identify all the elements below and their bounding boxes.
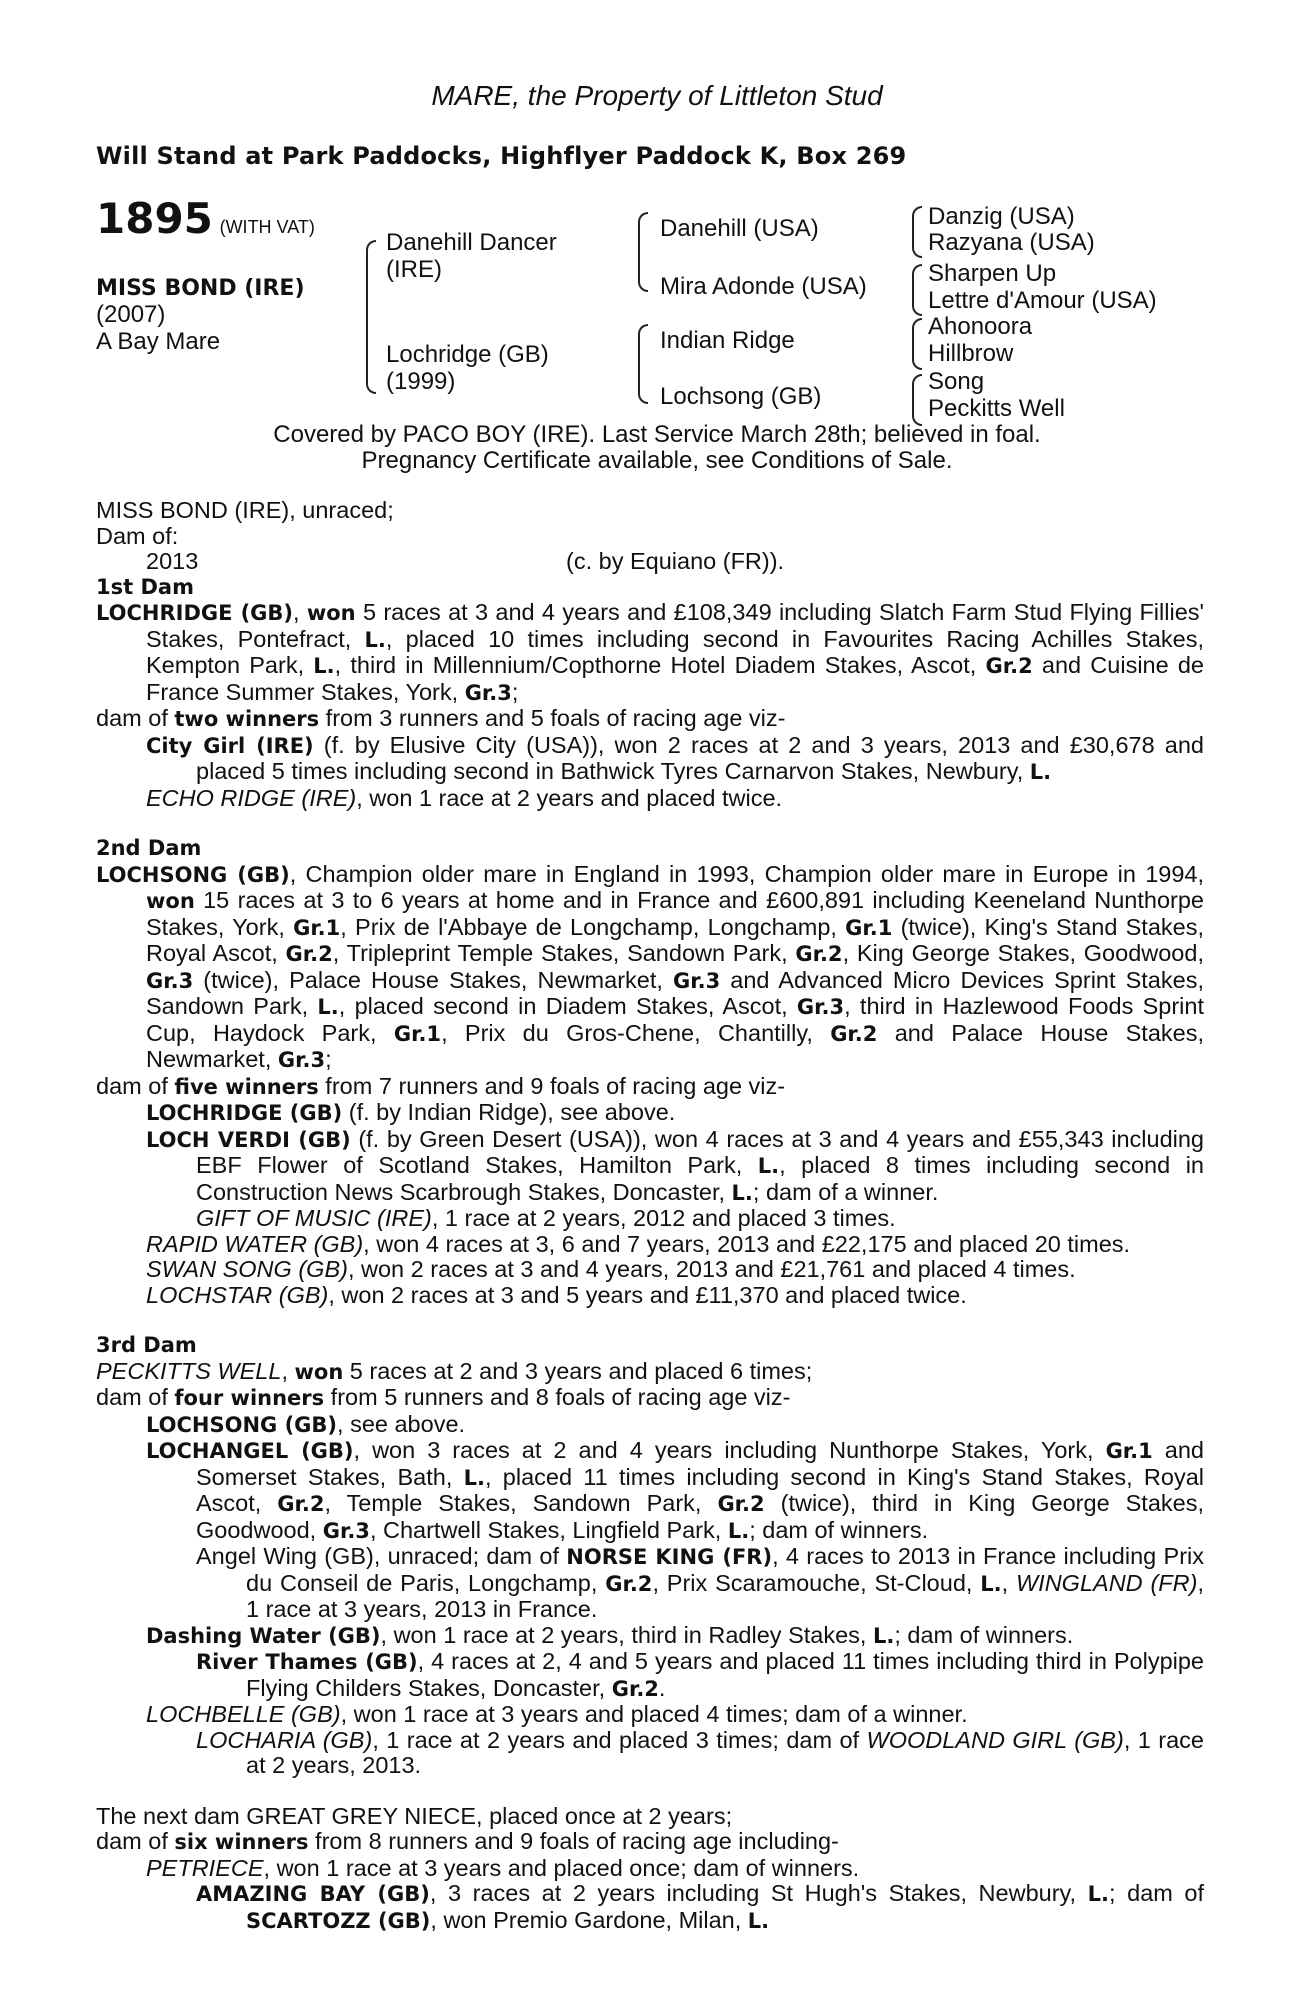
third-dam-produce-3a	[96, 1649, 1204, 1702]
grade-label: Gr.2	[605, 1571, 653, 1596]
record-text: (f. by Elusive City (USA)), won 2 races at 2 and 3 years, 2013 and £30,678 and placed 5 times including second in Bathwick Tyres Carnarvon Stakes, Newbury,	[196, 731, 1204, 784]
intro-line-1: MISS BOND (IRE), unraced;	[96, 497, 394, 523]
record-text: ,	[281, 1357, 295, 1384]
produce-name: WOODLAND GIRL (GB)	[866, 1726, 1124, 1753]
record-text: , 1 race at 2 years and placed 3 times; dam of	[372, 1726, 867, 1753]
record-text: dam of	[96, 705, 175, 731]
pedigree-g3-5: Ahonoora	[928, 313, 1033, 340]
record-text: ;	[511, 678, 519, 705]
page-title: MARE, the Property of Littleton Stud	[431, 80, 883, 111]
record-text: and Advanced Micro Devices Sprint Stakes, Sandown Park,	[146, 966, 1204, 1019]
second-dam-record	[96, 862, 1204, 1074]
third-dam-record	[96, 1359, 1204, 1386]
vat-note: (WITH VAT)	[219, 217, 315, 237]
record-text: , Tripleprint Temple Stakes, Sandown Park,	[332, 940, 796, 966]
second-dam-dam-of	[96, 1074, 1204, 1101]
record-text: , Temple Stakes, Sandown Park,	[324, 1490, 718, 1516]
record-text: from 3 runners and 5 foals of racing age viz-	[319, 705, 786, 731]
record-text: , won 4 races at 3, 6 and 7 years, 2013 and £22,175 and placed 20 times.	[363, 1230, 1131, 1257]
record-text: ; dam of winners.	[894, 1621, 1074, 1648]
produce-name: River Thames (GB)	[196, 1650, 418, 1674]
produce-name: LOCHBELLE (GB)	[146, 1701, 341, 1727]
record-text: from 5 runners and 8 foals of racing age viz-	[324, 1384, 791, 1410]
record-text: , third in Hazlewood Foods Sprint Cup, Haydock Park,	[146, 993, 1204, 1046]
produce-name: LOCHRIDGE (GB)	[146, 1101, 343, 1125]
produce-name: SCARTOZZ (GB)	[246, 1908, 431, 1933]
covered-line-2: Pregnancy Certificate available, see Conditions of Sale.	[361, 447, 953, 474]
record-text: dam of	[96, 1072, 175, 1099]
grade-label: Gr.2	[795, 942, 843, 966]
pedigree-brace-3d	[912, 374, 922, 426]
grade-label: Gr.2	[277, 1492, 325, 1516]
record-text: , won 2 races at 3 and 5 years and £11,370 and placed twice.	[328, 1281, 967, 1308]
pedigree-g3-8: Peckitts Well	[928, 395, 1065, 422]
pedigree-dam: Lochridge (GB)	[386, 341, 549, 368]
produce-year: 2013	[146, 548, 199, 574]
covered-line-1: Covered by PACO BOY (IRE). Last Service March 28th; believed in foal.	[273, 421, 1041, 448]
record-text: , won Premio Gardone, Milan,	[430, 1906, 748, 1933]
pedigree-g3-6: Hillbrow	[928, 340, 1014, 367]
produce-name: ECHO RIDGE (IRE)	[146, 784, 357, 811]
next-dam-produce-1	[96, 1856, 1204, 1882]
third-dam-produce-4	[96, 1702, 1204, 1728]
produce-name: City Girl (IRE)	[146, 733, 314, 758]
winners-count: two winners	[174, 707, 320, 731]
grade-label: L.	[317, 995, 339, 1019]
grade-label: Gr.1	[393, 1021, 442, 1046]
record-text: , placed second in Diadem Stakes, Ascot,	[338, 993, 797, 1019]
second-dam-heading: 2nd Dam	[96, 836, 202, 860]
produce-record	[96, 498, 1204, 1934]
grade-label: L.	[757, 1154, 780, 1178]
record-text: , King George Stakes, Goodwood,	[842, 940, 1204, 966]
pedigree-brace-2b	[638, 324, 648, 404]
record-text: , 1 race at 2 years, 2012 and placed 3 times.	[431, 1205, 896, 1231]
intro-produce	[96, 549, 1204, 575]
next-dam-line: The next dam GREAT GREY NIECE, placed once at 2 years;	[96, 1802, 733, 1829]
record-text: , Chartwell Stakes, Lingfield Park,	[369, 1516, 728, 1543]
lot-number: 1895	[96, 194, 213, 243]
third-dam-dam-of	[96, 1385, 1204, 1412]
pedigree-dam-dam: Lochsong (GB)	[660, 383, 822, 410]
produce-name: SWAN SONG (GB)	[146, 1256, 348, 1282]
grade-label: Gr.2	[830, 1021, 878, 1046]
first-dam-name: LOCHRIDGE (GB)	[96, 601, 294, 625]
record-text: 15 races at 3 to 6 years at home and in France and £600,891 including Keeneland Nunthorpe Stakes, York,	[146, 887, 1204, 940]
record-text: , placed 10 times including second in Favourites Racing Achilles Stakes, Kempton Park,	[146, 625, 1205, 678]
grade-label: Gr.2	[717, 1492, 765, 1516]
record-text: , Champion older mare in England in 1993, Champion older mare in Europe in 1994,	[289, 860, 1205, 887]
won-label: won	[306, 601, 356, 625]
record-text: and Palace House Stakes, Newmarket,	[146, 1019, 1204, 1072]
record-text: , 4 races at 2, 4 and 5 years and placed 11 times including third in Polypipe Flying Childers Stakes, Doncaster,	[246, 1648, 1204, 1701]
produce-name: LOCHSTAR (GB)	[146, 1281, 329, 1308]
winners-count: six winners	[174, 1830, 309, 1854]
second-dam-name: LOCHSONG (GB)	[96, 862, 290, 887]
record-text: , won 1 race at 3 years and placed once; dam of winners.	[263, 1854, 860, 1881]
produce-name: NORSE KING (FR)	[566, 1545, 773, 1569]
record-text: dam of	[96, 1384, 175, 1410]
grade-label: Gr.1	[1105, 1439, 1153, 1463]
first-dam-produce-1	[96, 733, 1204, 786]
pedigree-sire: Danehill Dancer	[386, 229, 557, 256]
pedigree-sire-sire: Danehill (USA)	[660, 215, 819, 242]
record-text: , won 1 race at 2 years and placed twice.	[356, 784, 783, 811]
record-text: , 3 races at 2 years including St Hugh's Stakes, Newbury,	[429, 1880, 1088, 1906]
next-dam-dam-of	[96, 1829, 1204, 1856]
produce-name: RAPID WATER (GB)	[146, 1230, 364, 1257]
grade-label: L.	[747, 1908, 770, 1933]
record-text: (f. by Green Desert (USA)), won 4 races at 3 and 4 years and £55,343 including EBF Flower of Scotland Stakes, Hamilton Park,	[196, 1125, 1205, 1178]
grade-label: Gr.3	[464, 680, 512, 705]
horse-description: A Bay Mare	[96, 328, 221, 355]
pedigree-brace-1	[366, 240, 376, 394]
second-dam-produce-4	[96, 1257, 1204, 1283]
third-dam-heading: 3rd Dam	[96, 1333, 197, 1357]
record-text: , see above.	[337, 1410, 466, 1437]
horse-name: MISS BOND (IRE)	[96, 276, 305, 301]
horse-year: (2007)	[96, 301, 166, 328]
record-text: 5 races at 2 and 3 years and placed 6 times;	[343, 1357, 813, 1384]
pedigree-brace-3a	[912, 206, 922, 258]
produce-foal: (c. by Equiano (FR)).	[566, 548, 785, 574]
grade-label: L.	[980, 1571, 1002, 1596]
record-text: Angel Wing (GB), unraced; dam of	[196, 1543, 567, 1569]
record-text: , won 3 races at 2 and 4 years including Nunthorpe Stakes, York,	[353, 1437, 1106, 1463]
second-dam-produce-1	[96, 1100, 1204, 1127]
grade-label: Gr.3	[322, 1518, 370, 1543]
record-text: , 4 races to 2013 in France including Prix du Conseil de Paris, Longchamp,	[246, 1543, 1204, 1596]
pedigree-brace-3b	[912, 264, 922, 316]
pedigree-g3-1: Danzig (USA)	[928, 203, 1075, 230]
record-text: , third in Millennium/Copthorne Hotel Diadem Stakes, Ascot,	[334, 652, 986, 678]
third-dam-produce-3	[96, 1623, 1204, 1650]
pedigree-dam-year: (1999)	[386, 368, 456, 395]
first-dam-heading: 1st Dam	[96, 574, 194, 599]
pedigree-brace-3c	[912, 318, 922, 370]
record-text: ; dam of	[1109, 1880, 1205, 1906]
record-text: ,	[1001, 1569, 1016, 1596]
pedigree-sire-origin: (IRE)	[386, 256, 442, 283]
pedigree-brace-2a	[638, 212, 648, 292]
record-text: (twice), Palace House Stakes, Newmarket,	[193, 966, 673, 993]
grade-label: Gr.3	[277, 1048, 326, 1072]
grade-label: Gr.1	[293, 915, 341, 940]
winners-count: four winners	[174, 1386, 325, 1410]
won-label: won	[294, 1359, 344, 1384]
record-text: , placed 8 times including second in Construction News Scarbrough Stakes, Doncaster,	[196, 1152, 1204, 1205]
grade-label: Gr.3	[673, 968, 721, 993]
record-text: ; dam of winners.	[749, 1516, 929, 1543]
record-text: .	[658, 1674, 666, 1701]
record-text: (twice), third in King George Stakes, Goodwood,	[196, 1490, 1204, 1543]
winners-count: five winners	[174, 1074, 319, 1099]
grade-label: L.	[731, 1180, 753, 1205]
produce-name: LOCHSONG (GB)	[146, 1412, 338, 1437]
produce-name: AMAZING BAY (GB)	[196, 1882, 430, 1906]
grade-label: L.	[313, 654, 335, 678]
record-text: , Prix de l'Abbaye de Longchamp, Longchamp,	[340, 913, 846, 940]
intro-line-2: Dam of:	[96, 522, 179, 549]
record-text: , won 1 race at 3 years and placed 4 times; dam of a winner.	[340, 1701, 968, 1727]
pedigree-sire-dam: Mira Adonde (USA)	[660, 273, 867, 300]
pedigree-g3-2: Razyana (USA)	[928, 229, 1095, 256]
grade-label: L.	[1087, 1882, 1110, 1906]
grade-label: L.	[872, 1623, 895, 1648]
next-dam-produce-1a	[96, 1881, 1204, 1934]
record-text: ; dam of a winner.	[752, 1178, 939, 1205]
second-dam-produce-2	[96, 1127, 1204, 1207]
third-dam-produce-1	[96, 1412, 1204, 1439]
second-dam-produce-2a	[96, 1206, 1204, 1232]
record-text: 5 races at 3 and 4 years and £108,349 including Slatch Farm Stud Flying Fillies' Stakes, Pontefract,	[146, 599, 1204, 652]
record-text: , won 2 races at 3 and 4 years, 2013 and £21,761 and placed 4 times.	[347, 1256, 1076, 1282]
record-text: , 1 race at 2 years, 2013.	[246, 1726, 1204, 1778]
grade-label: Gr.3	[146, 968, 194, 993]
grade-label: Gr.1	[845, 915, 893, 940]
pedigree-g3-4: Lettre d'Amour (USA)	[928, 287, 1157, 314]
record-text: (twice), King's Stand Stakes, Royal Ascot,	[146, 913, 1204, 966]
record-text: , placed 11 times including second in King's Stand Stakes, Royal Ascot,	[196, 1463, 1204, 1516]
grade-label: Gr.3	[796, 995, 845, 1019]
first-dam-produce-2	[96, 786, 1204, 812]
grade-label: Gr.2	[611, 1676, 659, 1701]
grade-label: L.	[1029, 760, 1052, 784]
produce-name: GIFT OF MUSIC (IRE)	[196, 1205, 432, 1231]
record-text: , 1 race at 3 years, 2013 in France.	[246, 1569, 1204, 1622]
grade-label: L.	[727, 1518, 750, 1543]
won-label: won	[146, 889, 195, 913]
third-dam-name: PECKITTS WELL	[96, 1357, 282, 1384]
produce-name: LOCHANGEL (GB)	[146, 1439, 354, 1463]
produce-name: PETRIECE	[146, 1854, 264, 1881]
pedigree-dam-sire: Indian Ridge	[660, 327, 795, 354]
record-text: from 8 runners and 9 foals of racing age including-	[308, 1828, 839, 1854]
produce-name: WINGLAND (FR)	[1016, 1569, 1198, 1596]
second-dam-produce-3	[96, 1232, 1204, 1258]
record-text: dam of	[96, 1828, 175, 1854]
third-dam-produce-4a	[96, 1728, 1204, 1779]
record-text: and Somerset Stakes, Bath,	[196, 1437, 1204, 1490]
first-dam-record: LOCHRIDGE (GB), won 5 races at 3 and 4 years and £108,349 including Slatch Farm Stud Flying Fillies' Stakes, Pontefract, L., placed 10 times including second in Favourites Racing Achilles Stakes, Kempton Park, L., third in Millennium/Copthorne Hotel Diadem Stakes, Ascot, Gr.2 and Cuisine de France Summer Stakes, York, Gr.3;	[96, 599, 1205, 705]
third-dam-produce-2a	[96, 1544, 1204, 1623]
record-text: , Prix Scaramouche, St-Cloud,	[652, 1569, 981, 1596]
record-text: , Prix du Gros-Chene, Chantilly,	[441, 1019, 831, 1046]
grade-label: L.	[364, 627, 386, 652]
record-text: from 7 runners and 9 foals of racing age viz-	[318, 1072, 786, 1099]
record-text: , won 1 race at 2 years, third in Radley Stakes,	[380, 1621, 873, 1648]
first-dam-dam-of	[96, 706, 1204, 733]
third-dam-produce-2	[96, 1438, 1204, 1544]
record-text: ;	[325, 1046, 332, 1072]
second-dam-produce-5	[96, 1283, 1204, 1309]
produce-name: LOCHARIA (GB)	[196, 1726, 373, 1753]
grade-label: L.	[463, 1465, 485, 1490]
produce-name: LOCH VERDI (GB)	[146, 1127, 351, 1152]
grade-label: Gr.2	[285, 942, 333, 966]
pedigree-g3-3: Sharpen Up	[928, 260, 1057, 287]
produce-name: Dashing Water (GB)	[146, 1623, 381, 1648]
record-text: and Cuisine de France Summer Stakes, York,	[146, 652, 1205, 705]
stand-location: Will Stand at Park Paddocks, Highflyer Paddock K, Box 269	[96, 142, 907, 170]
grade-label: Gr.2	[985, 654, 1033, 678]
record-text: (f. by Indian Ridge), see above.	[342, 1099, 676, 1125]
pedigree-g3-7: Song	[928, 368, 985, 395]
lot-number-line	[96, 194, 315, 243]
